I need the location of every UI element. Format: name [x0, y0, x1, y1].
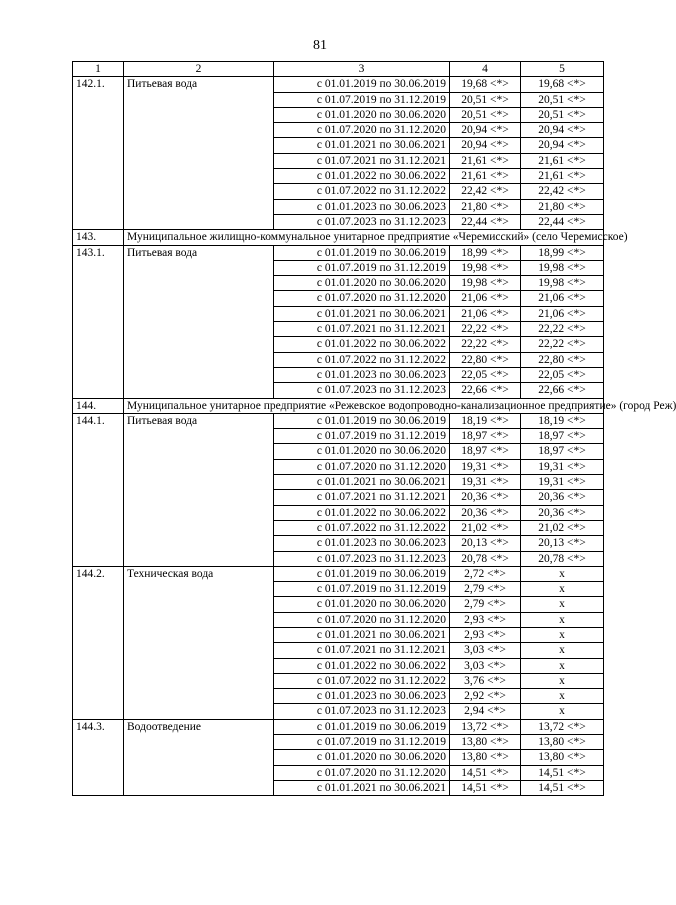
- value-col4: 13,80 <*>: [450, 750, 521, 765]
- value-col5: 20,51 <*>: [521, 107, 604, 122]
- value-col4: 22,66 <*>: [450, 383, 521, 398]
- period-cell: с 01.01.2021 по 30.06.2021: [274, 475, 450, 490]
- value-col4: 3,76 <*>: [450, 673, 521, 688]
- value-col4: 22,22 <*>: [450, 322, 521, 337]
- period-cell: с 01.07.2019 по 31.12.2019: [274, 429, 450, 444]
- period-cell: с 01.01.2020 по 30.06.2020: [274, 107, 450, 122]
- tariff-row: [73, 413, 604, 428]
- column-header-2: 2: [124, 62, 274, 77]
- period-cell: с 01.01.2020 по 30.06.2020: [274, 750, 450, 765]
- value-col5: 21,02 <*>: [521, 520, 604, 535]
- value-col5: 22,66 <*>: [521, 383, 604, 398]
- period-cell: с 01.01.2021 по 30.06.2021: [274, 627, 450, 642]
- value-col4: 22,22 <*>: [450, 337, 521, 352]
- value-col4: 2,72 <*>: [450, 566, 521, 581]
- value-col5: x: [521, 597, 604, 612]
- period-cell: с 01.07.2019 по 31.12.2019: [274, 92, 450, 107]
- period-cell: с 01.07.2020 по 31.12.2020: [274, 123, 450, 138]
- period-cell: с 01.01.2019 по 30.06.2019: [274, 719, 450, 734]
- period-cell: с 01.07.2020 по 31.12.2020: [274, 765, 450, 780]
- period-cell: с 01.01.2022 по 30.06.2022: [274, 337, 450, 352]
- value-col4: 19,68 <*>: [450, 77, 521, 92]
- value-col5: 18,97 <*>: [521, 444, 604, 459]
- row-number: 144.3.: [73, 719, 124, 795]
- value-col5: 22,22 <*>: [521, 322, 604, 337]
- period-cell: с 01.01.2022 по 30.06.2022: [274, 169, 450, 184]
- value-col4: 21,06 <*>: [450, 306, 521, 321]
- value-col4: 20,36 <*>: [450, 505, 521, 520]
- tariff-row: [73, 719, 604, 734]
- value-col5: x: [521, 689, 604, 704]
- value-col5: 20,13 <*>: [521, 536, 604, 551]
- value-col4: 22,05 <*>: [450, 367, 521, 382]
- value-col4: 21,02 <*>: [450, 520, 521, 535]
- period-cell: с 01.07.2021 по 31.12.2021: [274, 490, 450, 505]
- row-number: 144.: [73, 398, 124, 413]
- period-cell: с 01.01.2023 по 30.06.2023: [274, 689, 450, 704]
- value-col5: 20,78 <*>: [521, 551, 604, 566]
- period-cell: с 01.01.2022 по 30.06.2022: [274, 658, 450, 673]
- value-col5: 21,80 <*>: [521, 199, 604, 214]
- period-cell: с 01.01.2020 по 30.06.2020: [274, 444, 450, 459]
- period-cell: с 01.07.2021 по 31.12.2021: [274, 643, 450, 658]
- value-col5: x: [521, 704, 604, 719]
- period-cell: с 01.01.2021 по 30.06.2021: [274, 780, 450, 795]
- value-col4: 20,94 <*>: [450, 138, 521, 153]
- value-col4: 20,36 <*>: [450, 490, 521, 505]
- value-col5: x: [521, 658, 604, 673]
- value-col5: 21,06 <*>: [521, 291, 604, 306]
- value-col5: 14,51 <*>: [521, 765, 604, 780]
- value-col4: 2,94 <*>: [450, 704, 521, 719]
- value-col5: 20,36 <*>: [521, 505, 604, 520]
- tariff-table: [72, 61, 676, 796]
- period-cell: с 01.07.2022 по 31.12.2022: [274, 673, 450, 688]
- value-col5: 14,51 <*>: [521, 780, 604, 795]
- period-cell: с 01.01.2023 по 30.06.2023: [274, 199, 450, 214]
- service-name: Питьевая вода: [124, 245, 274, 398]
- value-col5: x: [521, 566, 604, 581]
- value-col5: 13,80 <*>: [521, 750, 604, 765]
- period-cell: с 01.07.2020 по 31.12.2020: [274, 459, 450, 474]
- value-col5: 22,05 <*>: [521, 367, 604, 382]
- value-col4: 21,80 <*>: [450, 199, 521, 214]
- period-cell: с 01.01.2019 по 30.06.2019: [274, 566, 450, 581]
- value-col5: 18,97 <*>: [521, 429, 604, 444]
- period-cell: с 01.07.2023 по 31.12.2023: [274, 383, 450, 398]
- period-cell: с 01.07.2021 по 31.12.2021: [274, 153, 450, 168]
- value-col5: 19,68 <*>: [521, 77, 604, 92]
- value-col4: 20,13 <*>: [450, 536, 521, 551]
- tariff-row: [73, 245, 604, 260]
- value-col5: x: [521, 643, 604, 658]
- value-col4: 2,79 <*>: [450, 597, 521, 612]
- period-cell: с 01.07.2022 по 31.12.2022: [274, 184, 450, 199]
- service-name: Техническая вода: [124, 566, 274, 719]
- period-cell: с 01.01.2019 по 30.06.2019: [274, 77, 450, 92]
- value-col5: 21,61 <*>: [521, 169, 604, 184]
- value-col5: 22,22 <*>: [521, 337, 604, 352]
- period-cell: с 01.07.2023 по 31.12.2023: [274, 551, 450, 566]
- row-number: 144.1.: [73, 413, 124, 566]
- period-cell: с 01.07.2021 по 31.12.2021: [274, 322, 450, 337]
- period-cell: с 01.01.2020 по 30.06.2020: [274, 276, 450, 291]
- value-col5: 20,94 <*>: [521, 123, 604, 138]
- value-col4: 19,31 <*>: [450, 475, 521, 490]
- value-col5: 18,19 <*>: [521, 413, 604, 428]
- value-col5: x: [521, 673, 604, 688]
- value-col4: 18,97 <*>: [450, 429, 521, 444]
- row-number: 143.1.: [73, 245, 124, 398]
- value-col5: 22,80 <*>: [521, 352, 604, 367]
- value-col4: 19,31 <*>: [450, 459, 521, 474]
- value-col4: 20,78 <*>: [450, 551, 521, 566]
- value-col4: 22,42 <*>: [450, 184, 521, 199]
- value-col4: 14,51 <*>: [450, 765, 521, 780]
- value-col4: 2,93 <*>: [450, 612, 521, 627]
- value-col4: 18,19 <*>: [450, 413, 521, 428]
- value-col5: 19,31 <*>: [521, 459, 604, 474]
- period-cell: с 01.01.2019 по 30.06.2019: [274, 413, 450, 428]
- value-col5: 20,51 <*>: [521, 92, 604, 107]
- period-cell: с 01.07.2019 по 31.12.2019: [274, 260, 450, 275]
- period-cell: с 01.01.2019 по 30.06.2019: [274, 245, 450, 260]
- value-col4: 13,80 <*>: [450, 735, 521, 750]
- value-col5: 19,98 <*>: [521, 260, 604, 275]
- value-col5: 21,06 <*>: [521, 306, 604, 321]
- organization-name: Муниципальное унитарное предприятие «Режевское водопроводно-канализационное предприятие» (город Реж): [124, 398, 604, 413]
- column-header-1: 1: [73, 62, 124, 77]
- row-number: 144.2.: [73, 566, 124, 719]
- service-name: Питьевая вода: [124, 77, 274, 230]
- row-number: 142.1.: [73, 77, 124, 230]
- value-col5: 21,61 <*>: [521, 153, 604, 168]
- column-header-5: 5: [521, 62, 604, 77]
- value-col5: 20,36 <*>: [521, 490, 604, 505]
- value-col4: 20,51 <*>: [450, 92, 521, 107]
- value-col4: 19,98 <*>: [450, 276, 521, 291]
- value-col4: 21,06 <*>: [450, 291, 521, 306]
- tariff-row: [73, 566, 604, 581]
- value-col5: 19,98 <*>: [521, 276, 604, 291]
- period-cell: с 01.07.2019 по 31.12.2019: [274, 582, 450, 597]
- value-col4: 2,79 <*>: [450, 582, 521, 597]
- page-number: 81: [313, 38, 327, 53]
- value-col4: 2,93 <*>: [450, 627, 521, 642]
- value-col5: 19,31 <*>: [521, 475, 604, 490]
- period-cell: с 01.07.2020 по 31.12.2020: [274, 291, 450, 306]
- value-col5: x: [521, 582, 604, 597]
- organization-row: [73, 398, 604, 413]
- period-cell: с 01.07.2022 по 31.12.2022: [274, 352, 450, 367]
- period-cell: с 01.07.2019 по 31.12.2019: [274, 735, 450, 750]
- value-col4: 21,61 <*>: [450, 169, 521, 184]
- value-col5: 20,94 <*>: [521, 138, 604, 153]
- service-name: Питьевая вода: [124, 413, 274, 566]
- value-col4: 20,51 <*>: [450, 107, 521, 122]
- value-col4: 22,44 <*>: [450, 214, 521, 229]
- period-cell: с 01.01.2021 по 30.06.2021: [274, 138, 450, 153]
- value-col5: 22,44 <*>: [521, 214, 604, 229]
- column-header-3: 3: [274, 62, 450, 77]
- value-col5: x: [521, 627, 604, 642]
- period-cell: с 01.01.2023 по 30.06.2023: [274, 367, 450, 382]
- value-col5: 13,72 <*>: [521, 719, 604, 734]
- value-col5: 18,99 <*>: [521, 245, 604, 260]
- value-col4: 18,99 <*>: [450, 245, 521, 260]
- value-col5: 13,80 <*>: [521, 735, 604, 750]
- value-col4: 14,51 <*>: [450, 780, 521, 795]
- period-cell: с 01.01.2022 по 30.06.2022: [274, 505, 450, 520]
- value-col4: 13,72 <*>: [450, 719, 521, 734]
- period-cell: с 01.07.2023 по 31.12.2023: [274, 704, 450, 719]
- period-cell: с 01.07.2022 по 31.12.2022: [274, 520, 450, 535]
- period-cell: с 01.07.2023 по 31.12.2023: [274, 214, 450, 229]
- organization-name: Муниципальное жилищно-коммунальное унитарное предприятие «Черемисский» (село Черемисское): [124, 230, 604, 245]
- period-cell: с 01.01.2020 по 30.06.2020: [274, 597, 450, 612]
- value-col4: 3,03 <*>: [450, 643, 521, 658]
- service-name: Водоотведение: [124, 719, 274, 795]
- value-col4: 18,97 <*>: [450, 444, 521, 459]
- tariff-row: [73, 77, 604, 92]
- period-cell: с 01.01.2021 по 30.06.2021: [274, 306, 450, 321]
- value-col4: 19,98 <*>: [450, 260, 521, 275]
- value-col5: 22,42 <*>: [521, 184, 604, 199]
- header-row: [73, 62, 604, 77]
- value-col4: 21,61 <*>: [450, 153, 521, 168]
- value-col4: 3,03 <*>: [450, 658, 521, 673]
- value-col5: x: [521, 612, 604, 627]
- column-header-4: 4: [450, 62, 521, 77]
- value-col4: 20,94 <*>: [450, 123, 521, 138]
- value-col4: 22,80 <*>: [450, 352, 521, 367]
- period-cell: с 01.07.2020 по 31.12.2020: [274, 612, 450, 627]
- table-header: [73, 62, 604, 77]
- row-number: 143.: [73, 230, 124, 245]
- period-cell: с 01.01.2023 по 30.06.2023: [274, 536, 450, 551]
- organization-row: [73, 230, 604, 245]
- value-col4: 2,92 <*>: [450, 689, 521, 704]
- table-body: [73, 77, 676, 796]
